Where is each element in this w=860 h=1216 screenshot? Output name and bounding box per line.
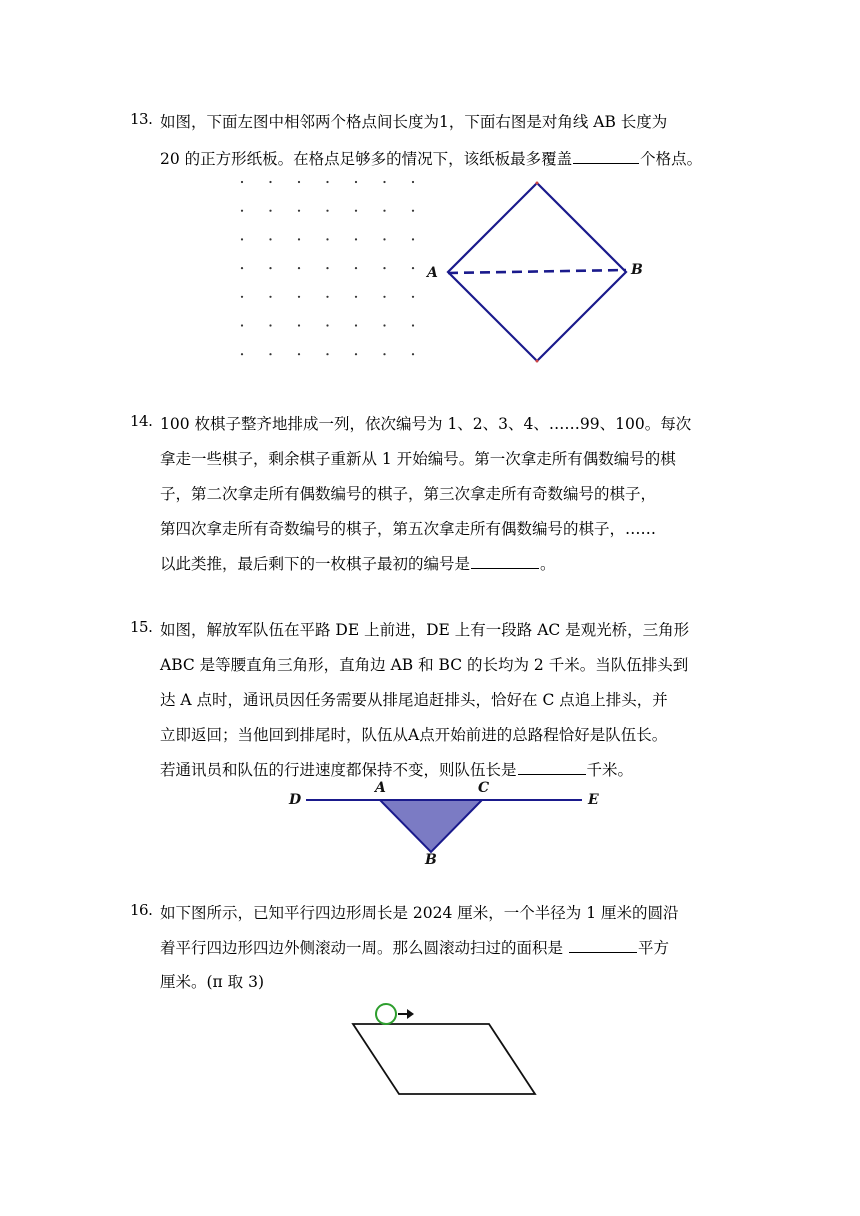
lattice-point [298, 324, 300, 326]
point-label-c: C [478, 780, 490, 796]
lattice-point [412, 238, 414, 240]
answer-blank[interactable] [471, 554, 539, 569]
question-text-line [160, 552, 556, 574]
question-text-line: 第四次拿走所有奇数编号的棋子，第五次拿走所有偶数编号的棋子，…… [160, 520, 657, 538]
lattice-point [241, 210, 243, 212]
question-text-line: 如图，解放军队伍在平路 DE 上前进，DE 上有一段路 AC 是观光桥，三角形 [160, 621, 690, 639]
lattice-point [298, 267, 300, 269]
question-text-line: 达 A 点时，通讯员因任务需要从排尾追赶排头，恰好在 C 点追上排头，并 [160, 691, 668, 709]
point-label-a: A [427, 265, 438, 281]
text-segment: 以此类推，最后剩下的一枚棋子最初的编号是 [160, 555, 471, 573]
lattice-point [412, 181, 414, 183]
rolling-circle [376, 1004, 396, 1024]
lattice-point [269, 210, 271, 212]
question-text-line: 如下图所示，已知平行四边形周长是 2024 厘米，一个半径为 1 厘米的圆沿 [160, 904, 679, 922]
lattice-point [269, 324, 271, 326]
lattice-point [383, 267, 385, 269]
question-number: 14. [130, 412, 153, 430]
lattice-point [269, 296, 271, 298]
text-segment: 千米。 [586, 761, 634, 779]
lattice-point [383, 210, 385, 212]
parallelogram-diagram [348, 1000, 548, 1100]
arrow-head-icon [407, 1009, 414, 1019]
lattice-point [412, 353, 414, 355]
lattice-point [326, 324, 328, 326]
lattice-point [269, 181, 271, 183]
parallelogram [353, 1024, 535, 1094]
question-text-line: 100 枚棋子整齐地排成一列，依次编号为 1、2、3、4、……99、100。每次 [160, 415, 692, 433]
lattice-point [355, 353, 357, 355]
lattice-point [383, 238, 385, 240]
lattice-point [241, 353, 243, 355]
question-text-line: 拿走一些棋子，剩余棋子重新从 1 开始编号。第一次拿走所有偶数编号的棋 [160, 450, 676, 468]
text-segment: 个格点。 [640, 150, 703, 168]
lattice-point [269, 238, 271, 240]
lattice-point [355, 181, 357, 183]
lattice-grid [236, 176, 426, 366]
lattice-point [269, 353, 271, 355]
question-text-line [160, 147, 702, 169]
point-label-b: B [425, 852, 437, 868]
lattice-point [412, 324, 414, 326]
answer-blank[interactable] [569, 938, 637, 953]
lattice-point [412, 296, 414, 298]
question-number: 13. [130, 110, 153, 128]
lattice-point [326, 210, 328, 212]
vertex-dot [536, 182, 539, 185]
question-number: 15. [130, 618, 153, 636]
lattice-point [355, 238, 357, 240]
bridge-diagram [300, 790, 590, 860]
lattice-point [241, 238, 243, 240]
text-segment: 。 [540, 555, 556, 573]
lattice-point [269, 267, 271, 269]
question-text-line [160, 936, 669, 958]
lattice-point [355, 324, 357, 326]
text-segment: 着平行四边形四边外侧滚动一周。那么圆滚动扫过的面积是 [160, 939, 568, 957]
question-text-line: 立即返回；当他回到排尾时，队伍从A点开始前进的总路程恰好是队伍长。 [160, 726, 668, 744]
text-segment: 若通讯员和队伍的行进速度都保持不变，则队伍长是 [160, 761, 517, 779]
lattice-point [326, 238, 328, 240]
lattice-point [355, 210, 357, 212]
lattice-point [326, 267, 328, 269]
question-text-line: ABC 是等腰直角三角形，直角边 AB 和 BC 的长均为 2 千米。当队伍排头到 [160, 656, 689, 674]
answer-blank[interactable] [573, 149, 639, 164]
lattice-point [241, 296, 243, 298]
text-segment: 20 的正方形纸板。在格点足够多的情况下，该纸板最多覆盖 [160, 150, 573, 168]
lattice-point [412, 210, 414, 212]
question-text-line: 厘米。(π 取 3) [160, 973, 264, 991]
answer-blank[interactable] [518, 760, 586, 775]
lattice-point [241, 181, 243, 183]
lattice-point [241, 267, 243, 269]
question-text-line: 如图，下面左图中相邻两个格点间长度为1，下面右图是对角线 AB 长度为 [160, 113, 668, 131]
text-segment: 平方 [637, 939, 669, 957]
lattice-point [298, 296, 300, 298]
lattice-point [412, 267, 414, 269]
lattice-point [383, 324, 385, 326]
lattice-point [383, 181, 385, 183]
square-diagram [440, 178, 640, 368]
diagonal-ab [448, 270, 626, 273]
point-label-d: D [289, 792, 302, 808]
lattice-point [298, 353, 300, 355]
lattice-point [241, 324, 243, 326]
vertex-dot [536, 360, 539, 363]
point-label-b: B [631, 262, 643, 278]
lattice-point [326, 181, 328, 183]
lattice-point [298, 210, 300, 212]
question-number: 16. [130, 901, 153, 919]
triangle-abc [380, 800, 482, 852]
lattice-point [355, 296, 357, 298]
question-text-line: 子，第二次拿走所有偶数编号的棋子，第三次拿走所有奇数编号的棋子， [160, 485, 657, 503]
lattice-point [326, 296, 328, 298]
lattice-point [298, 238, 300, 240]
lattice-point [326, 353, 328, 355]
lattice-point [355, 267, 357, 269]
point-label-a: A [375, 780, 386, 796]
point-label-e: E [588, 792, 599, 808]
lattice-point [298, 181, 300, 183]
lattice-point [383, 353, 385, 355]
lattice-point [383, 296, 385, 298]
question-text-line [160, 758, 633, 780]
